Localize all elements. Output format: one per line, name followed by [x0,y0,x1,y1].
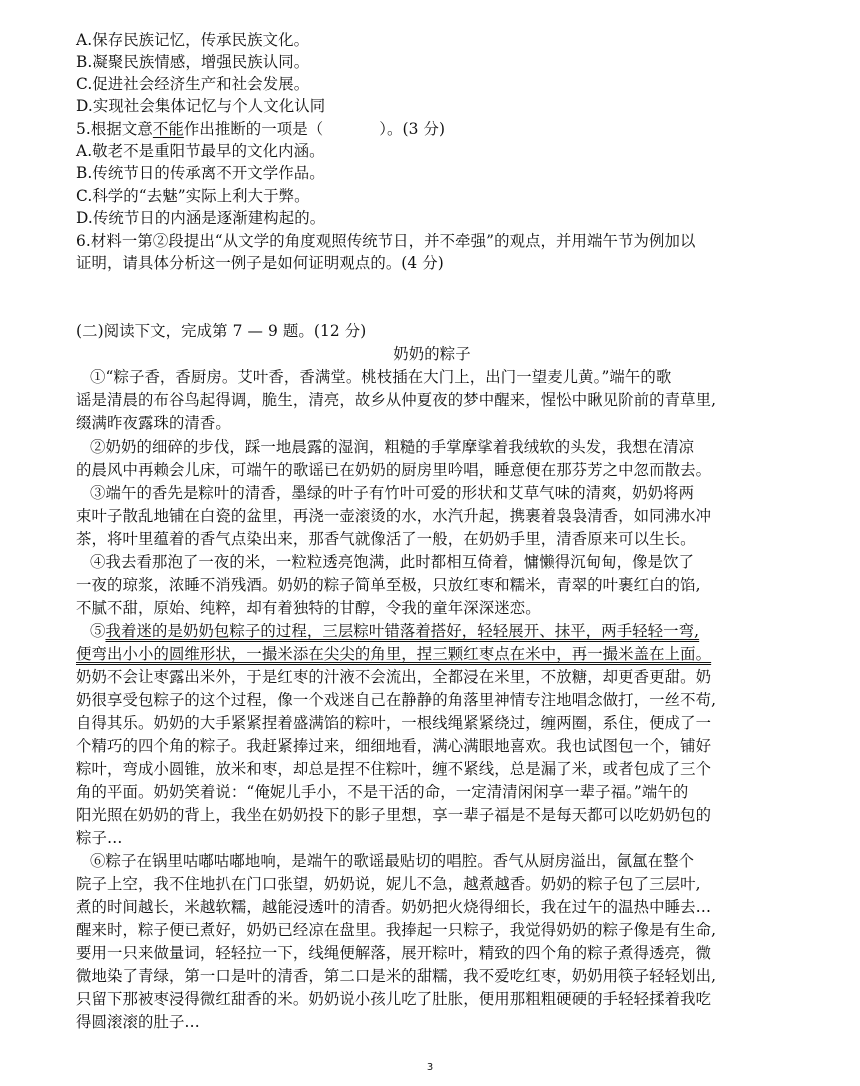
q4-option-c: C.促进社会经济生产和社会发展。 [76,75,310,93]
para3-line-3: 茶，将叶里蕴着的香气点染出来，那香气就像活了一般，在奶奶手里，清香原来可以生长。 [76,530,696,548]
para2-line-2: 的晨风中再赖会儿床，可端午的歌谣已在奶奶的厨房里吟唱，睡意便在那芬芳之中忽而散去。 [76,461,712,479]
para3-line-2: 束叶子散乱地铺在白瓷的盆里，再浇一壶滚烫的水，水汽升起，携裹着袅袅清香，如同沸水冲 [76,507,712,525]
para5-underlined-2: 便弯出小小的圆维形状，一撮米添在尖尖的角里，捏三颗红枣点在米中，再一撮米盖在上面。 [76,645,712,663]
para5-line-3: 奶奶不会让枣露出米外，于是红枣的汁液不会流出，全都浸在米里，不放糖，却更香更甜。奶 [76,668,712,686]
para3-line-1: ③端午的香先是粽叶的清香，墨绿的叶子有竹叶可爱的形状和艾草气味的清爽，奶奶将两 [90,484,695,502]
para2-line-1: ②奶奶的细碎的步伐，踩一地晨露的湿润，粗糙的手掌摩挲着我绒软的头发，我想在清凉 [90,438,695,456]
page-number: 3 [426,1062,434,1073]
para5-line-9: 阳光照在奶奶的背上，我坐在奶奶投下的影子里想，享一辈子福是不是每天都可以吃奶奶包的 [76,806,712,824]
q5-prefix: 5.根据文意 [76,120,153,138]
q4-option-d: D.实现社会集体记忆与个人文化认同 [76,97,326,115]
q4-option-b: B.凝聚民族情感，增强民族认同。 [76,53,310,71]
para5-line-4: 奶很享受包粽子的这个过程，像一个戏迷自己在静静的角落里神情专注地唱念做打，一丝不苟, [76,691,717,709]
q5-suffix: 作出推断的一项是（ [183,120,324,138]
para5-underlined-1: 我着迷的是奶奶包粽子的过程，三层粽叶错落着搭好，轻轻展开、抹平，两手轻轻一弯, [105,622,700,640]
para1-line-2: 谣是清晨的布谷鸟起得调，脆生，清亮，故乡从仲夏夜的梦中醒来，惺忪中瞅见阶前的青草里, [76,391,717,409]
para5-line-10: 粽子… [76,829,123,847]
article-title: 奶奶的粽子 [393,345,471,363]
q5-stem [76,118,788,140]
para6-line-6: 微地染了青绿，第一口是叶的清香，第二口是米的甜糯，我不爱吃红枣，奶奶用筷子轻轻划出, [76,967,717,985]
para6-line-7: 只留下那被枣浸得微红甜香的米。奶奶说小孩儿吃了肚胀，便用那粗粗硬硬的手轻轻揉着我吃 [76,990,712,1008]
para6-line-1: ⑥粽子在锅里咕嘟咕嘟地响，是端午的歌谣最贴切的唱腔。香气从厨房溢出，氤氲在整个 [90,852,695,870]
para6-line-3: 煮的时间越长，米越软糯，越能浸透叶的清香。奶奶把火烧得细长，我在过午的温热中睡去… [76,898,712,916]
q4-option-a: A.保存民族记忆，传承民族文化。 [76,31,310,49]
q5-keyword: 不能 [152,120,184,138]
para5-line-6: 个精巧的四个角的粽子。我赶紧捧过来，细细地看，满心满眼地喜欢。我也试图包一个，铺好 [76,737,712,755]
q5-option-d: D.传统节日的内涵是逐渐建构起的。 [76,209,326,227]
para1-line-1: ①“粽子香，香厨房。艾叶香，香满堂。桃枝插在大门上，出门一望麦儿黄。”端午的歌 [90,368,672,386]
para5-line-5: 自得其乐。奶奶的大手紧紧捏着盛满馅的粽叶，一根线绳紧紧绕过，缠两圈，系住，便成了一 [76,714,712,732]
para4-line-1: ④我去看那泡了一夜的米，一粒粒透亮饱满，此时都相互倚着，慵懒得沉甸甸，像是饮了 [90,553,695,571]
para4-line-2: 一夜的琼浆，浓睡不消残酒。奶奶的粽子简单至极，只放红枣和糯米，青翠的叶裹红白的馅, [76,576,701,594]
para5-line-8: 角的平面。奶奶笑着说：“俺妮儿手小，不是干活的命，一定清清闲闲享一辈子福。”端午的 [76,783,689,801]
para5-marker: ⑤ [90,622,106,640]
para5-line-7: 粽叶，弯成小圆锥，放米和枣，却总是捏不住粽叶，缠不紧线，总是漏了米，或者包成了三个 [76,760,712,778]
para6-line-5: 要用一只来做量词，轻轻拉一下，线绳便解落，展开粽叶，精致的四个角的粽子煮得透亮，微 [76,944,712,962]
q5-end: ）。(3 分) [379,120,446,138]
q5-option-a: A.敬老不是重阳节最早的文化内涵。 [76,142,325,160]
para5-line-1 [76,620,802,642]
para5-line-2 [76,643,788,665]
para6-line-2: 院子上空，我不住地扒在门口张望，奶奶说，妮儿不急，越煮越香。奶奶的粽子包了三层叶, [76,875,701,893]
q6-line-1: 6.材料一第②段提出“从文学的角度观照传统节日，并不牵强”的观点，并用端午节为例加以 [76,232,696,250]
section-heading: (二)阅读下文，完成第 7 — 9 题。(12 分) [76,322,367,340]
para4-line-3: 不腻不甜，原始、纯粹，却有着独特的甘醇，令我的童年深深迷恋。 [76,599,541,617]
q5-option-c: C.科学的“去魅”实际上利大于弊。 [76,187,310,205]
para6-line-8: 得圆滚滚的肚子… [76,1013,200,1031]
para6-line-4: 醒来时，粽子便已煮好，奶奶已经凉在盘里。我捧起一只粽子，我觉得奶奶的粽子像是有生命, [76,921,717,939]
para1-line-3: 缀满昨夜露珠的清香。 [76,414,231,432]
q6-line-2: 证明，请具体分析这一例子是如何证明观点的。(4 分) [76,254,444,272]
q5-option-b: B.传统节日的传承离不开文学作品。 [76,164,325,182]
